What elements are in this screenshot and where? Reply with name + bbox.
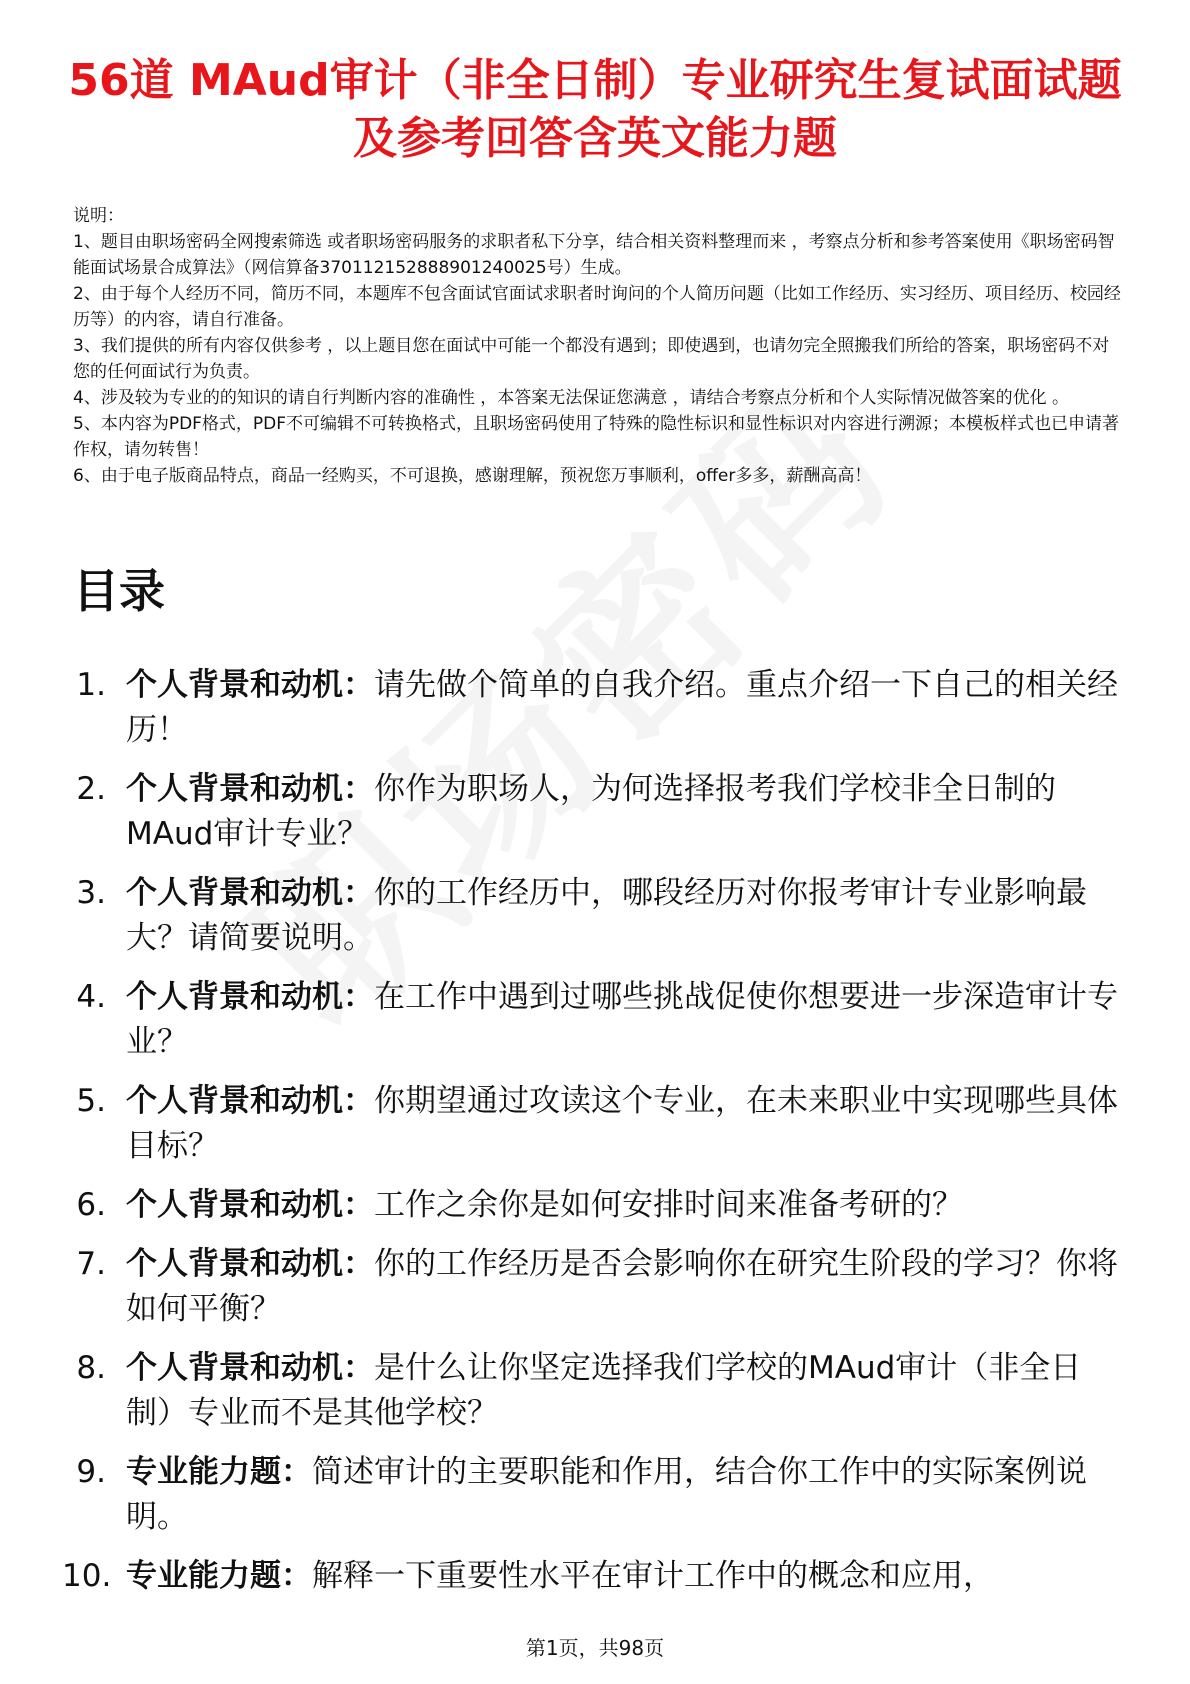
toc-item-text: 你期望通过攻读这个专业，在未来职业中实现哪些具体目标？	[126, 1083, 1118, 1164]
toc-item-category: 专业能力题：	[126, 1558, 312, 1594]
toc-item-number: 2.	[76, 771, 106, 807]
toc-item-category: 专业能力题：	[126, 1454, 312, 1490]
toc-item-number: 9.	[76, 1454, 106, 1490]
toc-item[interactable]	[62, 871, 1122, 961]
toc-item-category: 个人背景和动机：	[126, 1083, 374, 1119]
toc-item-category: 个人背景和动机：	[126, 875, 374, 911]
toc-item-text: 工作之余你是如何安排时间来准备考研的？	[374, 1187, 963, 1223]
toc-item-text: 请先做个简单的自我介绍。重点介绍一下自己的相关经历！	[126, 667, 1118, 748]
toc-item-text: 在工作中遇到过哪些挑战促使你想要进一步深造审计专业？	[126, 979, 1118, 1060]
toc-heading: 目录	[73, 564, 165, 618]
note-item: 5、本内容为PDF格式，PDF不可编辑不可转换格式，且职场密码使用了特殊的隐性标识和显性标识对内容进行溯源；本模板样式也已申请著作权，请勿转售！	[73, 414, 1120, 460]
toc-item-category: 个人背景和动机：	[126, 667, 374, 703]
toc-item[interactable]	[62, 1183, 1122, 1228]
toc-item-text: 你作为职场人，为何选择报考我们学校非全日制的MAud审计专业？	[126, 771, 1056, 852]
toc-item-category: 个人背景和动机：	[126, 1350, 374, 1386]
toc-item-number: 10.	[62, 1558, 112, 1594]
toc-item-number: 4.	[76, 979, 106, 1015]
toc-item-category: 个人背景和动机：	[126, 1246, 374, 1282]
note-item: 6、由于电子版商品特点，商品一经购买，不可退换，感谢理解，预祝您万事顺利，offer多多，薪酬高高！	[73, 466, 872, 486]
toc-item[interactable]	[62, 1242, 1122, 1332]
note-item: 1、题目由职场密码全网搜索筛选 或者职场密码服务的求职者私下分享，结合相关资料整理而来 ，考察点分析和参考答案使用《职场密码智能面试场景合成算法》（网信算备370112152888901240025号）生成。	[73, 232, 1115, 278]
toc-item[interactable]	[62, 767, 1122, 857]
toc-item-number: 6.	[76, 1187, 106, 1223]
toc-item-number: 5.	[76, 1083, 106, 1119]
toc-item-category: 个人背景和动机：	[126, 771, 374, 807]
toc-item[interactable]	[62, 975, 1122, 1065]
notes-label: 说明：	[73, 206, 124, 226]
toc-item[interactable]	[62, 1079, 1122, 1169]
toc-item-number: 7.	[76, 1246, 106, 1282]
note-item: 3、我们提供的所有内容仅供参考 ，以上题目您在面试中可能一个都没有遇到；即使遇到，也请勿完全照搬我们所给的答案，职场密码不对您的任何面试行为负责。	[73, 336, 1110, 382]
toc-item[interactable]	[62, 663, 1122, 753]
toc-item-category: 个人背景和动机：	[126, 979, 374, 1015]
toc-item-text: 解释一下重要性水平在审计工作中的概念和应用，	[312, 1558, 994, 1594]
toc-item[interactable]	[62, 1450, 1122, 1540]
toc-item-text: 你的工作经历是否会影响你在研究生阶段的学习？你将如何平衡？	[126, 1246, 1118, 1327]
toc-item-number: 8.	[76, 1350, 106, 1386]
note-item: 2、由于每个人经历不同，简历不同，本题库不包含面试官面试求职者时询问的个人简历问题（比如工作经历、实习经历、项目经历、校园经历等）的内容，请自行准备。	[73, 284, 1121, 330]
toc-item[interactable]	[62, 1554, 1122, 1599]
toc-item-number: 3.	[76, 875, 106, 911]
note-item: 4、涉及较为专业的的知识的请自行判断内容的准确性 ，本答案无法保证您满意 ，请结合考察点分析和个人实际情况做答案的优化 。	[73, 388, 1070, 408]
toc-item[interactable]	[62, 1346, 1122, 1436]
toc-item-number: 1.	[76, 667, 106, 703]
notes-section	[73, 203, 1123, 489]
toc-item-text: 是什么让你坚定选择我们学校的MAud审计（非全日制）专业而不是其他学校？	[126, 1350, 1082, 1431]
toc-item-category: 个人背景和动机：	[126, 1187, 374, 1223]
toc-item-text: 简述审计的主要职能和作用，结合你工作中的实际案例说明。	[126, 1454, 1087, 1535]
document-title: 56道 MAud审计（非全日制）专业研究生复试面试题及参考回答含英文能力题	[68, 55, 1122, 164]
table-of-contents	[62, 663, 1122, 1613]
toc-item-text: 你的工作经历中，哪段经历对你报考审计专业影响最大？请简要说明。	[126, 875, 1087, 956]
page-number: 第1页，共98页	[525, 1636, 665, 1660]
